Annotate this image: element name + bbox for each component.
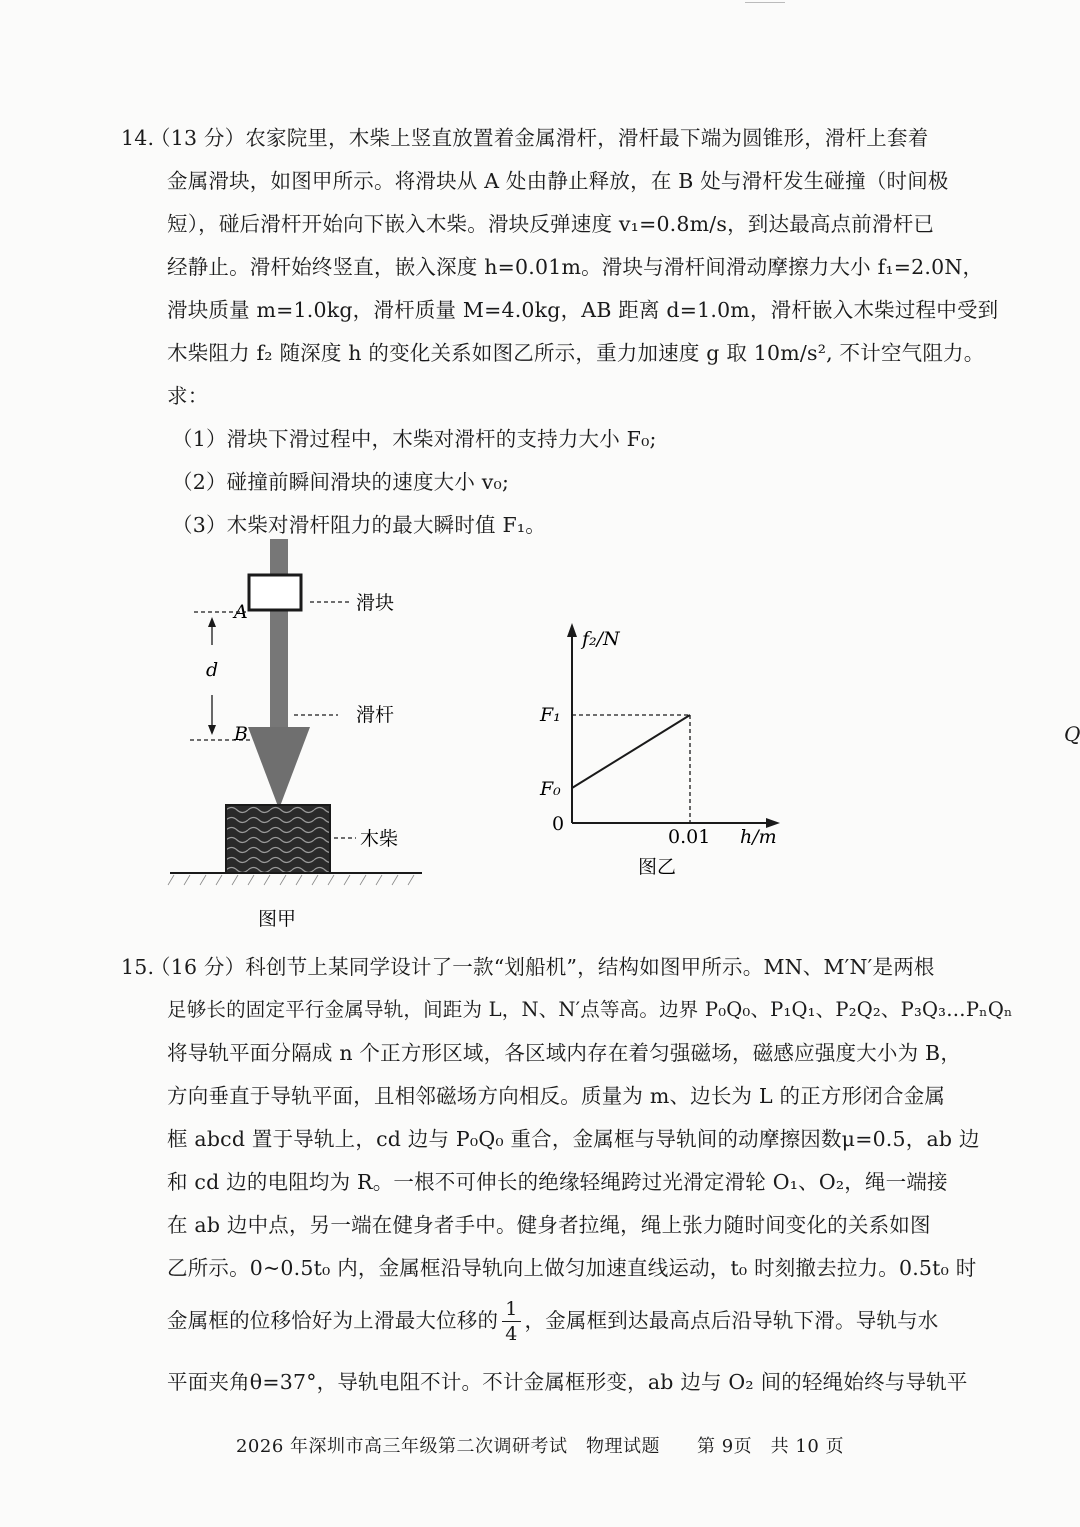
frac-post-text: ，金属框到达最高点后沿导轨下滑。导轨与水	[524, 1308, 939, 1333]
wood-log	[226, 805, 330, 873]
tick-label-F0: F₀	[540, 778, 561, 800]
q15-line-8: 乙所示。0~0.5t₀ 内，金属框沿导轨向上做匀加速直线运动，t₀ 时刻撤去拉力。0.5t₀ 时	[167, 1256, 977, 1280]
frac-numerator: 1	[502, 1300, 520, 1322]
series-line-f2	[572, 715, 690, 788]
q15-line-7: 在 ab 边中点，另一端在健身者手中。健身者拉绳，绳上张力随时间变化的关系如图	[167, 1213, 931, 1237]
label-rod: 滑杆	[356, 704, 395, 726]
q15-line-3: 将导轨平面分隔成 n 个正方形区域，各区域内存在着匀强磁场，磁感应强度大小为 B，	[167, 1041, 962, 1065]
q15-line-6: 和 cd 边的电阻均为 R。一根不可伸长的绝缘轻绳跨过光滑定滑轮 O₁、O₂，绳一端接	[167, 1170, 948, 1194]
frac-pre-text: 金属框的位移恰好为上滑最大位移的	[167, 1308, 499, 1333]
page-footer: 2026 年深圳市高三年级第二次调研考试 物理试题 第 9页 共 10 页	[235, 1436, 845, 1457]
q14-line-6: 木柴阻力 f₂ 随深度 h 的变化关系如图乙所示，重力加速度 g 取 10m/s², 不计空气阻力。	[167, 341, 985, 365]
origin-label: 0	[552, 813, 565, 835]
rod	[270, 539, 288, 727]
frac-denominator: 4	[505, 1323, 518, 1345]
q14-line-4: 经静止。滑杆始终竖直，嵌入深度 h=0.01m。滑块与滑杆间滑动摩擦力大小 f₁=2.0N，	[167, 255, 984, 279]
stray-mark: Q	[1064, 722, 1080, 746]
q14-sub-2: （2）碰撞前瞬间滑块的速度大小 v₀;	[172, 470, 510, 494]
caption-jia: 图甲	[258, 908, 297, 930]
q15-line-last: 平面夹角θ=37°，导轨电阻不计。不计金属框形变，ab 边与 O₂ 间的轻绳始终与导轨平	[167, 1370, 968, 1394]
q15-line-5: 框 abcd 置于导轨上，cd 边与 P₀Q₀ 重合，金属框与导轨间的动摩擦因数μ=0.5，ab 边	[167, 1127, 980, 1151]
q15-line-4: 方向垂直于导轨平面，且相邻磁场方向相反。质量为 m、边长为 L 的正方形闭合金属	[167, 1084, 946, 1108]
q14-sub-3: （3）木柴对滑杆阻力的最大瞬时值 F₁。	[172, 513, 546, 537]
figure-yi	[530, 615, 800, 885]
label-wood: 木柴	[360, 828, 399, 850]
q14-line-2: 金属滑块，如图甲所示。将滑块从 A 处由静止释放，在 B 处与滑杆发生碰撞（时间极	[167, 169, 949, 193]
x-tick-label: 0.01	[668, 826, 711, 848]
q14-line-1: （13 分）农家院里，木柴上竖直放置着金属滑杆，滑杆最下端为圆锥形，滑杆上套着	[150, 126, 929, 150]
ground-hatch	[168, 875, 414, 885]
q14-sub-1: （1）滑块下滑过程中，木柴对滑杆的支持力大小 F₀;	[172, 427, 657, 451]
q14-line-5: 滑块质量 m=1.0kg，滑杆质量 M=4.0kg，AB 距离 d=1.0m，滑杆嵌入木柴过程中受到	[167, 298, 999, 322]
label-B: B	[234, 723, 248, 745]
x-axis-label: h/m	[740, 826, 777, 848]
label-d: d	[206, 659, 219, 681]
slider-block	[249, 575, 301, 610]
rod-cone	[248, 727, 310, 809]
label-A: A	[234, 601, 248, 623]
q14-line-7: 求：	[167, 384, 209, 408]
q14-line-3: 短），碰后滑杆开始向下嵌入木柴。滑块反弹速度 v₁=0.8m/s，到达最高点前滑杆已	[167, 212, 935, 236]
q15-line-frac	[167, 1300, 939, 1344]
scan-mark	[745, 2, 785, 3]
caption-yi: 图乙	[638, 856, 677, 878]
q15-line-2: 足够长的固定平行金属导轨，间距为 L，N、N′点等高。边界 P₀Q₀、P₁Q₁、P₂Q₂、P₃Q₃…PₙQₙ	[167, 998, 1013, 1021]
question-15-number: 15.	[121, 955, 155, 979]
tick-label-F1: F₁	[540, 704, 561, 726]
y-axis-label: f₂/N	[582, 628, 620, 650]
fraction-one-quarter	[502, 1300, 520, 1344]
label-block: 滑块	[356, 592, 395, 614]
figure-jia	[160, 535, 450, 935]
q15-line-1: （16 分）科创节上某同学设计了一款“划船机”，结构如图甲所示。MN、M′N′是两根	[150, 955, 935, 979]
question-14-number: 14.	[121, 126, 155, 150]
